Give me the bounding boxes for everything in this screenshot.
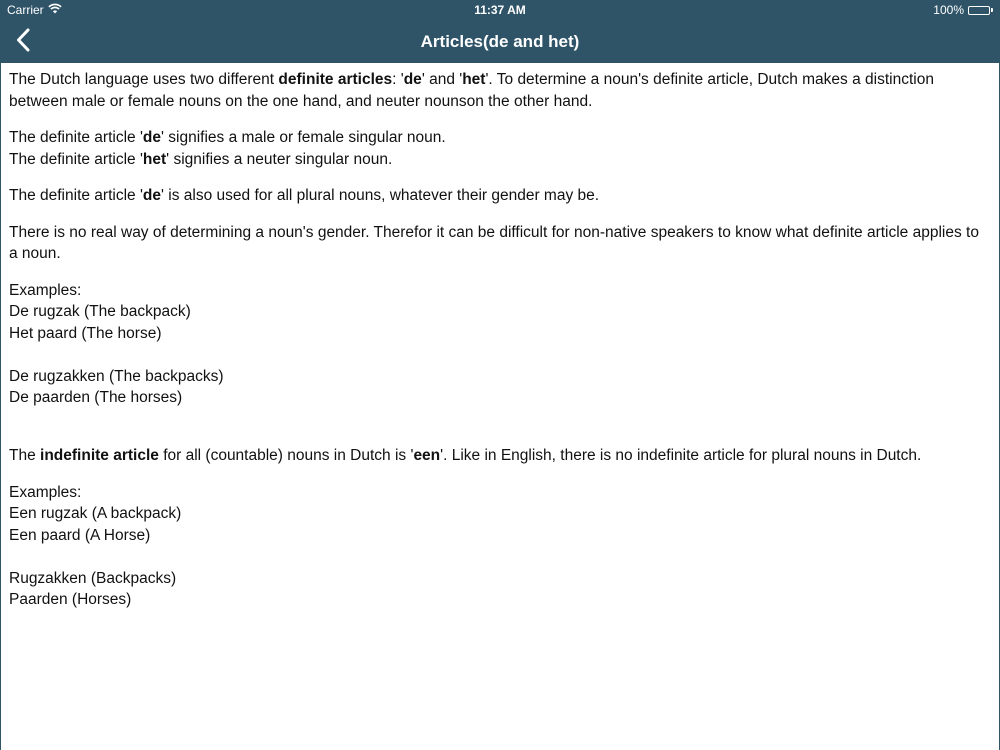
examples-heading: Examples: (9, 483, 82, 501)
text-run: The definite article ' (9, 129, 143, 146)
text-run: '. To determine a noun's definite article, Dutch makes a distinction between male or female nouns on the one hand, and neuter nounson the other hand. (9, 71, 934, 110)
top-bar (1, 0, 999, 63)
bold-term: de (403, 71, 422, 88)
spacer (9, 409, 991, 431)
text-run: ' is also used for all plural nouns, whatever their gender may be. (161, 187, 600, 204)
example-item: De rugzak (The backpack) (9, 303, 191, 320)
paragraph-indefinite-article (9, 445, 991, 467)
bold-term: een (413, 447, 441, 464)
example-item: Een rugzak (A backpack) (9, 505, 182, 522)
text-run: The (9, 447, 41, 464)
example-item: Het paard (The horse) (9, 324, 162, 342)
battery-percent: 100% (933, 3, 964, 17)
text-line (9, 127, 991, 149)
example-item: Rugzakken (Backpacks) (9, 569, 177, 587)
text-run: The definite article ' (9, 187, 143, 204)
text-run: '. Like in English, there is no indefinite article for plural nouns in Dutch. (440, 447, 922, 464)
examples-heading: Examples: (9, 281, 82, 299)
battery-icon (968, 6, 990, 15)
bold-term: indefinite article (40, 447, 159, 464)
text-run: for all (countable) nouns in Dutch is ' (158, 447, 414, 464)
text-run: The Dutch language uses two different (9, 71, 279, 88)
page-title: Articles(de and het) (420, 32, 580, 51)
text-run: ' signifies a male or female singular noun. (161, 129, 446, 146)
text-run: The definite article ' (9, 150, 143, 168)
status-bar (1, 0, 999, 20)
paragraph-gender: There is no real way of determining a noun's gender. Therefor it can be difficult for non-native speakers to know what definite article applies to a noun. (9, 223, 979, 262)
bold-term: het (142, 150, 167, 168)
bold-term: de (142, 187, 162, 204)
navigation-bar (1, 20, 999, 63)
paragraph-singular-nouns (9, 127, 991, 170)
example-item: De rugzakken (The backpacks) (9, 367, 224, 385)
article-content (1, 63, 999, 626)
text-run: ' signifies a neuter singular noun. (166, 150, 393, 168)
text-run: ' and ' (421, 71, 463, 88)
text-run: : ' (392, 71, 404, 88)
paragraph-definite-articles (9, 69, 991, 112)
text-line (9, 149, 991, 171)
example-item: De paarden (The horses) (9, 389, 183, 406)
spacer (9, 546, 991, 568)
examples-indefinite (9, 482, 991, 611)
spacer (9, 344, 991, 366)
battery-tip (991, 8, 993, 12)
example-item: Een paard (A Horse) (9, 526, 151, 544)
clock: 11:37 AM (474, 3, 526, 17)
example-item: Paarden (Horses) (9, 591, 132, 608)
bold-term: de (142, 129, 162, 146)
carrier-label: Carrier (7, 3, 44, 17)
bold-term: het (462, 71, 486, 88)
paragraph-plural-nouns (9, 185, 991, 207)
bold-term: definite articles (278, 71, 393, 88)
battery-indicator (933, 0, 993, 20)
examples-definite (9, 280, 991, 431)
